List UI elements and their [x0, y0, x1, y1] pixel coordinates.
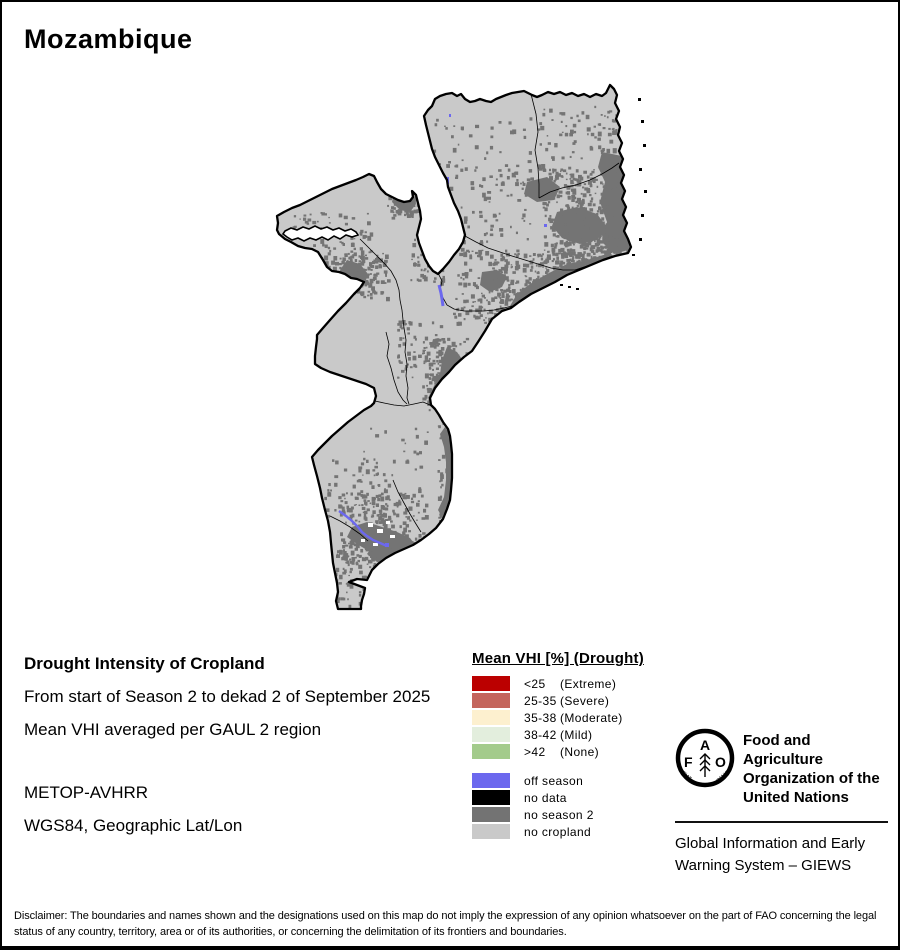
caption-period: From start of Season 2 to dekad 2 of September 2025 — [24, 687, 431, 706]
caption-method: Mean VHI averaged per GAUL 2 region — [24, 720, 322, 739]
legend-row-no-data: no data — [472, 789, 672, 806]
svg-text:A: A — [700, 737, 711, 753]
legend-row-mild: 38-42 (Mild) — [472, 726, 672, 743]
mozambique-drought-map — [252, 77, 662, 622]
footer-divider — [675, 821, 888, 823]
page-title: Mozambique — [24, 24, 193, 54]
fao-logo-icon — [675, 728, 735, 788]
map-caption-block — [24, 654, 464, 849]
legend-swatch-severe — [472, 693, 510, 708]
legend-row-extreme: <25 (Extreme) — [472, 675, 672, 692]
fao-org-name: Food and Agriculture Organization of the United Nations — [743, 732, 880, 806]
map-container — [252, 77, 662, 622]
legend-row-moderate: 35-38 (Moderate) — [472, 709, 672, 726]
caption-sensor: METOP-AVHRR — [24, 783, 149, 802]
legend-swatch-none — [472, 744, 510, 759]
legend-swatch-no-data — [472, 790, 510, 805]
disclaimer-text: Disclaimer: The boundaries and names shown and the designations used on this map do not imply the expression of any opinion whatsoever on the part of FAO concerning the legal status of any country, territory, area or of its authorities, or concerning the delimitation of its frontiers and boundaries. — [14, 910, 877, 938]
caption-heading: Drought Intensity of Cropland — [24, 654, 265, 673]
legend-swatch-off-season — [472, 773, 510, 788]
legend-row-severe: 25-35 (Severe) — [472, 692, 672, 709]
caption-projection: WGS84, Geographic Lat/Lon — [24, 816, 243, 835]
legend-row-none: >42 (None) — [472, 743, 672, 760]
svg-text:FIAT: FIAT — [680, 770, 693, 783]
legend — [472, 650, 672, 840]
legend-swatch-no-cropland — [472, 824, 510, 839]
svg-text:PANIS: PANIS — [715, 769, 731, 784]
legend-row-no-cropland: no cropland — [472, 823, 672, 840]
legend-row-off-season: off season — [472, 772, 672, 789]
legend-row-no-season2: no season 2 — [472, 806, 672, 823]
svg-text:F: F — [684, 754, 693, 770]
legend-swatch-moderate — [472, 710, 510, 725]
legend-swatch-mild — [472, 727, 510, 742]
giews-label: Global Information and Early Warning System – GIEWS — [675, 835, 866, 874]
legend-swatch-extreme — [472, 676, 510, 691]
fao-footer-block — [675, 728, 890, 877]
svg-text:O: O — [715, 754, 726, 770]
legend-title: Mean VHI [%] (Drought) — [472, 650, 644, 667]
legend-swatch-no-season2 — [472, 807, 510, 822]
